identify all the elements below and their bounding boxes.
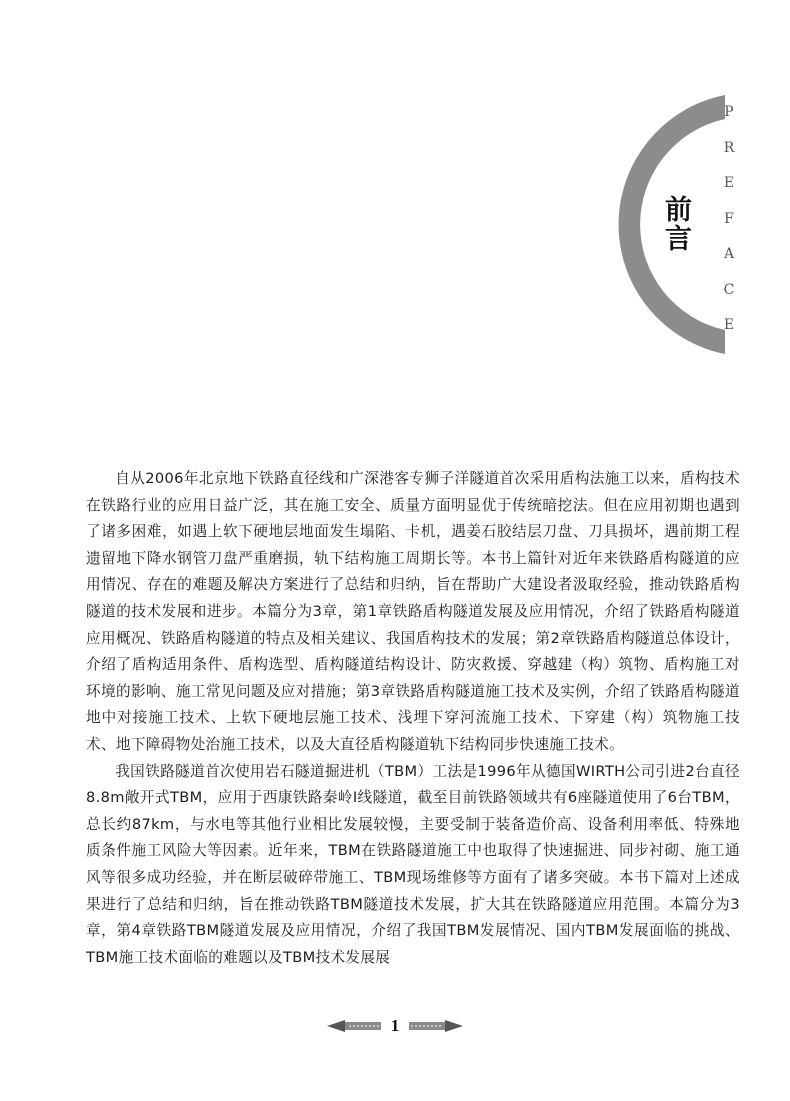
- preface-letter: E: [723, 175, 735, 191]
- preface-letter: A: [723, 246, 735, 262]
- preface-letter: P: [724, 104, 734, 120]
- right-arrow-ornament-icon: [409, 1020, 463, 1032]
- preface-letter: R: [723, 139, 735, 156]
- preface-body: [86, 466, 740, 971]
- paragraph: 自从2006年北京地下铁路直径线和广深港客专狮子洋隧道首次采用盾构法施工以来，盾构技术在铁路行业的应用日益广泛，其在施工安全、质量方面明显优于传统暗挖法。但在应用初期也遇到了诸多困难，如遇上软下硬地层地面发生塌陷、卡机，遇姜石胶结层刀盘、刀具损坏，遇前期工程遗留地下降水钢管刀盘严重磨损，轨下结构施工周期长等。本书上篇针对近年来铁路盾构隧道的应用情况、存在的难题及解决方案进行了总结和归纳，旨在帮助广大建设者汲取经验，推动铁路盾构隧道的技术发展和进步。本篇分为3章，第1章铁路盾构隧道发展及应用情况，介绍了铁路盾构隧道应用概况、铁路盾构隧道的特点及相关建议、我国盾构技术的发展；第2章铁路盾构隧道总体设计，介绍了盾构适用条件、盾构选型、盾构隧道结构设计、防灾救援、穿越建（构）筑物、盾构施工对环境的影响、施工常见问题及应对措施；第3章铁路盾构隧道施工技术及实例，介绍了铁路盾构隧道地中对接施工技术、上软下硬地层施工技术、浅埋下穿河流施工技术、下穿建（构）筑物施工技术、地下障碍物处治施工技术，以及大直径盾构隧道轨下结构同步快速施工技术。: [86, 470, 740, 753]
- preface-letter: F: [724, 210, 734, 227]
- paragraph: 我国铁路隧道首次使用岩石隧道掘进机（TBM）工法是1996年从德国WIRTH公司引进2台直径8.8m敞开式TBM，应用于西康铁路秦岭Ⅰ线隧道，截至目前铁路领域共有6座隧道使用了6台TBM，总长约87km，与水电等其他行业相比发展较慢，主要受制于装备造价高、设备利用率低、特殊地质条件施工风险大等因素。近年来，TBM在铁路隧道施工中也取得了快速掘进、同步衬砌、施工通风等很多成功经验，并在断层破碎带施工、TBM现场维修等方面有了诸多突破。本书下篇对上述成果进行了总结和归纳，旨在推动铁路TBM隧道技术发展，扩大其在铁路隧道应用范围。本篇分为3章，第4章铁路TBM隧道发展及应用情况，介绍了我国TBM发展情况、国内TBM发展面临的挑战、TBM施工技术面临的难题以及TBM技术发展展: [86, 762, 740, 966]
- preface-vertical-label: [718, 95, 740, 344]
- left-arrow-ornament-icon: [327, 1020, 381, 1032]
- preface-letter: E: [723, 317, 735, 333]
- page-number: 1: [390, 1016, 400, 1035]
- page-footer: [0, 1016, 790, 1036]
- preface-letter: C: [723, 281, 735, 298]
- page-title: 前言: [660, 195, 691, 253]
